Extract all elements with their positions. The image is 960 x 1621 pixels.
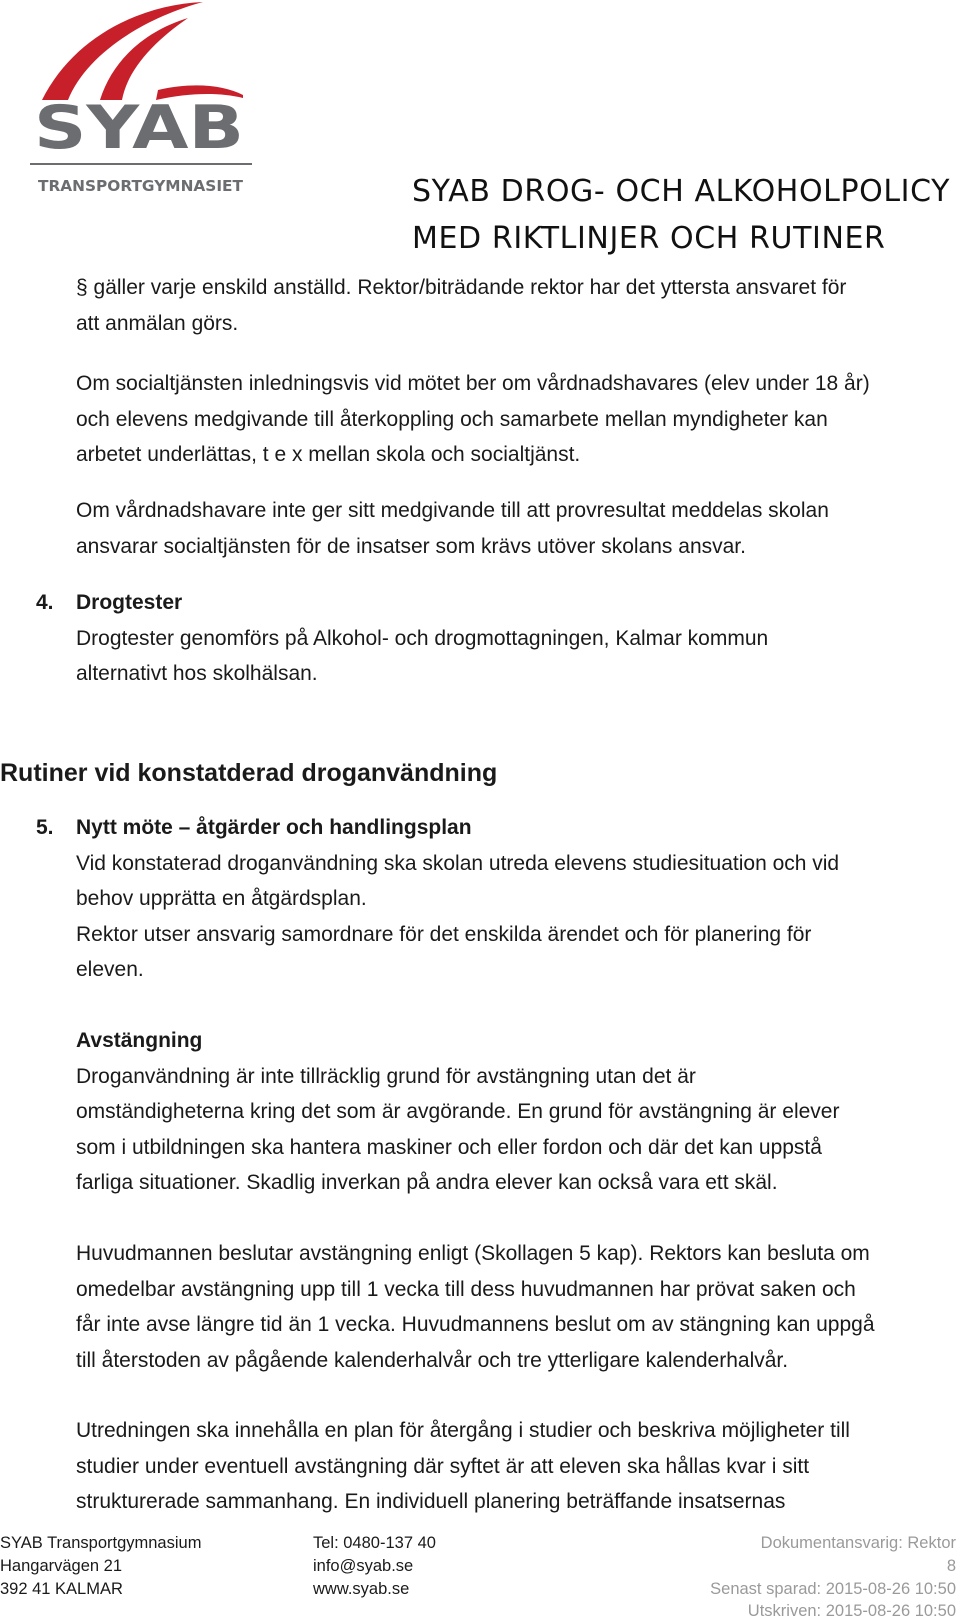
avstangning-section: [76, 1023, 956, 1201]
footer-address: [0, 1532, 201, 1601]
section-heading: Rutiner vid konstatderad droganvändning: [0, 759, 498, 787]
syab-logo: [28, 0, 258, 205]
huvudmannen-paragraph: [76, 1236, 956, 1378]
paragraph-1-line: § gäller varje enskild anställd. Rektor/biträdande rektor har det yttersta ansvaret för: [76, 276, 847, 299]
document-title-line2: MED RIKTLINJER OCH RUTINER: [412, 221, 886, 256]
footer-street: Hangarvägen 21: [0, 1557, 123, 1575]
document-title-line1: SYAB DROG- OCH ALKOHOLPOLICY: [412, 174, 951, 209]
paragraph-1-line: att anmälan görs.: [76, 311, 239, 335]
avstangning-line: Droganvändning är inte tillräcklig grund för avstängning utan det är: [76, 1064, 696, 1088]
footer-meta: [710, 1532, 956, 1621]
footer-postal: 392 41 KALMAR: [0, 1580, 123, 1598]
avstangning-line: som i utbildningen ska hantera maskiner och eller fordon och där det kan uppstå: [76, 1135, 822, 1159]
footer-web[interactable]: www.syab.se: [313, 1580, 410, 1598]
footer-doc-owner: Dokumentansvarig: Rektor: [760, 1534, 956, 1552]
paragraph-2-line: Om socialtjänsten inledningsvis vid mötet ber om vårdnadshavares (elev under 18 år): [76, 372, 870, 395]
paragraph-3-line: Om vårdnadshavare inte ger sitt medgivande till att provresultat meddelas skolan: [76, 499, 829, 522]
syab-logo-graphic: [28, 0, 258, 205]
paragraph-3: [76, 493, 956, 564]
footer-contact: [313, 1532, 436, 1601]
utredningen-line: studier under eventuell avstängning där syftet är att eleven ska hållas kvar i sitt: [76, 1454, 810, 1478]
item-5-line: Rektor utser ansvarig samordnare för det enskilda ärendet och för planering för: [76, 922, 812, 946]
item-4-line: alternativt hos skolhälsan.: [76, 662, 318, 685]
page-footer: [0, 1532, 960, 1621]
item-4: [76, 585, 956, 692]
footer-phone: Tel: 0480-137 40: [313, 1534, 436, 1552]
item-4-title: Drogtester: [76, 591, 183, 614]
item-5: [76, 810, 956, 988]
avstangning-line: omständigheterna kring det som är avgörande. En grund för avstängning är elever: [76, 1100, 840, 1123]
paragraph-3-line: ansvarar socialtjänsten för de insatser som krävs utöver skolans ansvar.: [76, 534, 746, 558]
utredningen-paragraph: [76, 1413, 956, 1520]
item-5-line: eleven.: [76, 958, 144, 981]
utredningen-line: strukturerade sammanhang. En individuell planering beträffande insatsernas: [76, 1490, 786, 1513]
item-5-line: behov upprätta en åtgärdsplan.: [76, 887, 367, 910]
avstangning-line: farliga situationer. Skadlig inverkan på andra elever kan också vara ett skäl.: [76, 1171, 778, 1194]
utredningen-line: Utredningen ska innehålla en plan för återgång i studier och beskriva möjligheter till: [76, 1419, 850, 1442]
item-5-title: Nytt möte – åtgärder och handlingsplan: [76, 816, 472, 839]
item-5-number: 5.: [36, 816, 54, 839]
avstangning-title: Avstängning: [76, 1029, 203, 1052]
paragraph-1: [76, 270, 956, 341]
huvudmannen-line: omedelbar avstängning upp till 1 vecka till dess huvudmannen har prövat saken och: [76, 1277, 856, 1301]
footer-page-number: 8: [946, 1557, 956, 1575]
paragraph-2-line: arbetet underlättas, t e x mellan skola och socialtjänst.: [76, 443, 581, 466]
paragraph-2-line: och elevens medgivande till återkoppling och samarbete mellan myndigheter kan: [76, 407, 828, 431]
item-5-line: Vid konstaterad droganvändning ska skolan utreda elevens studiesituation och vid: [76, 851, 840, 875]
document-title: [412, 168, 952, 262]
syab-brand-text: SYAB: [34, 93, 244, 163]
syab-brand-subtitle: TRANSPORTGYMNASIET: [38, 177, 244, 195]
item-4-line: Drogtester genomförs på Alkohol- och drogmottagningen, Kalmar kommun: [76, 626, 769, 650]
footer-saved: Senast sparad: 2015-08-26 10:50: [710, 1580, 956, 1598]
huvudmannen-line: till återstoden av pågående kalenderhalvår och tre ytterligare kalenderhalvår.: [76, 1348, 789, 1372]
footer-printed: Utskriven: 2015-08-26 10:50: [747, 1602, 956, 1620]
item-4-number: 4.: [36, 591, 54, 614]
footer-org-name: SYAB Transportgymnasium: [0, 1534, 202, 1552]
huvudmannen-line: får inte avse längre tid än 1 vecka. Huvudmannens beslut om av stängning kan uppgå: [76, 1313, 875, 1336]
paragraph-2: [76, 366, 956, 473]
footer-email[interactable]: info@syab.se: [313, 1557, 414, 1575]
huvudmannen-line: Huvudmannen beslutar avstängning enligt (Skollagen 5 kap). Rektors kan besluta om: [76, 1242, 870, 1265]
